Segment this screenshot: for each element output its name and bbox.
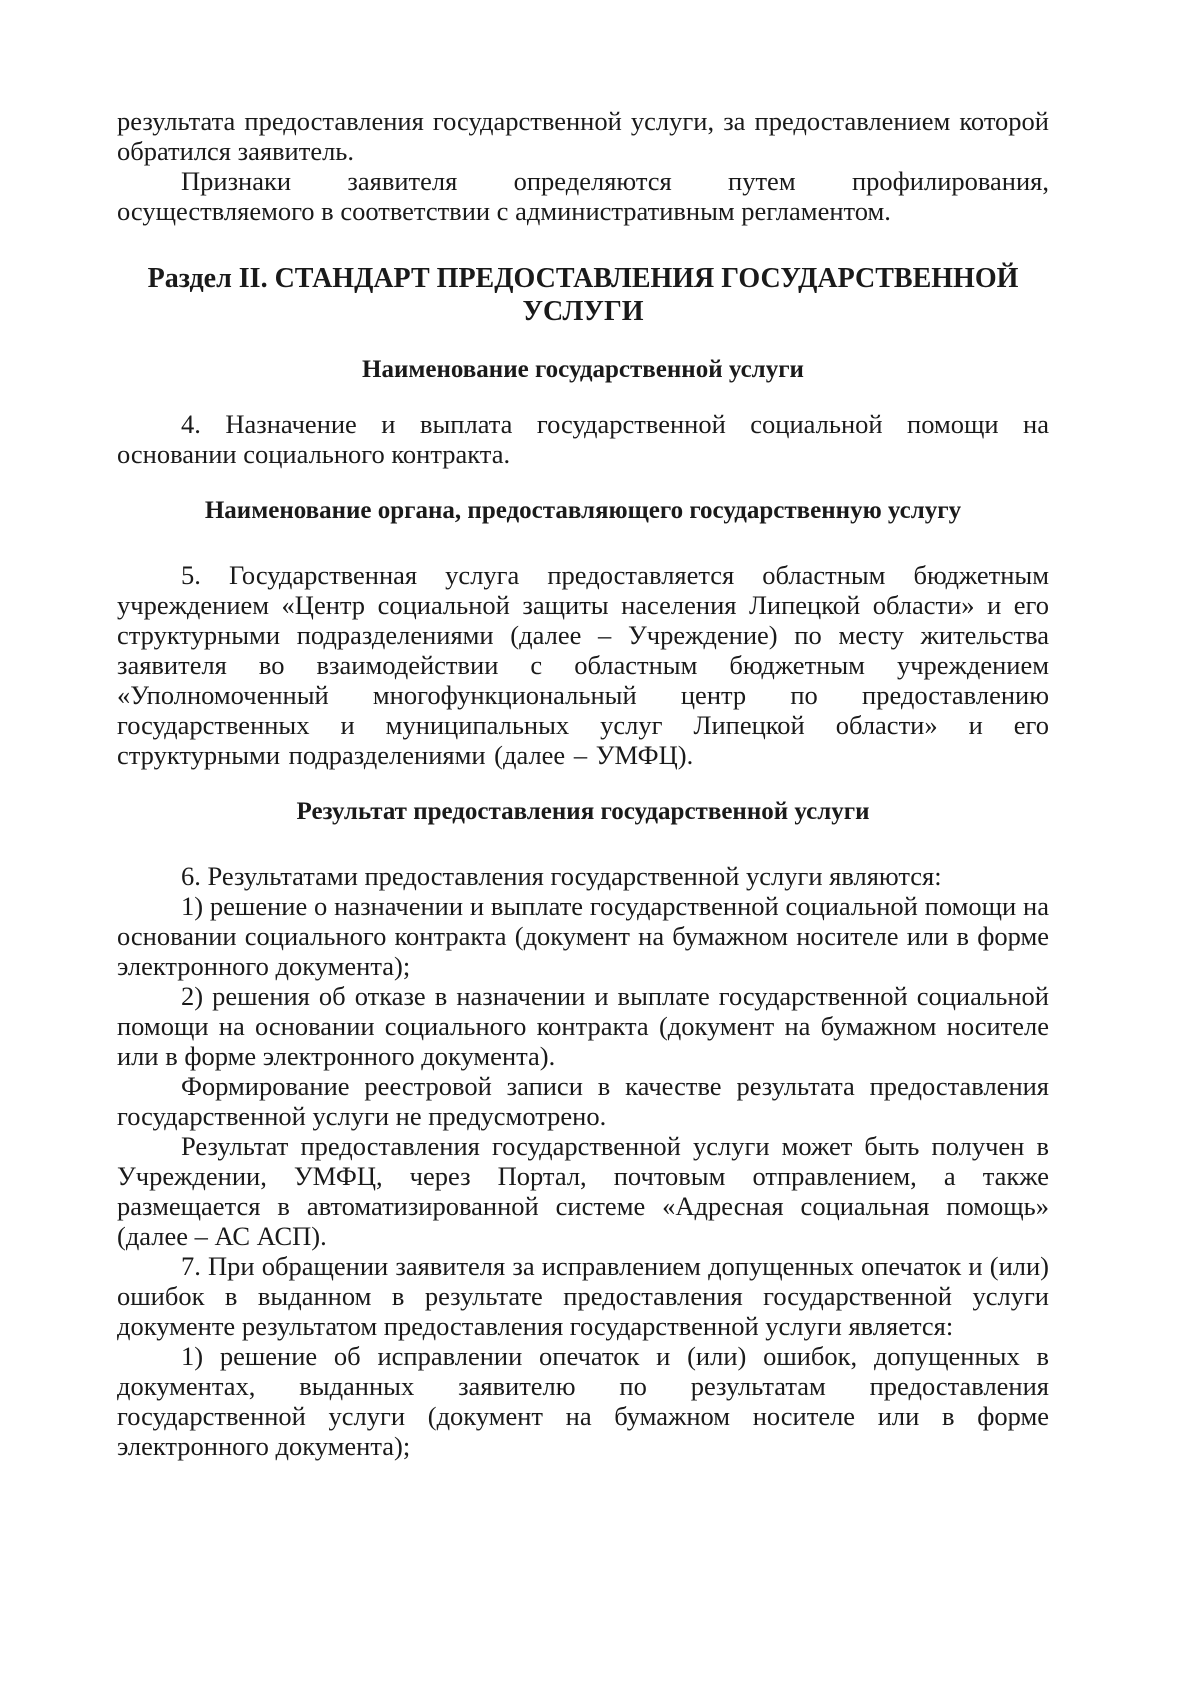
item-4-paragraph: 4. Назначение и выплата государственной социальной помощи на основании социального контракта. [117, 409, 1049, 469]
item-7-paragraph: 7. При обращении заявителя за исправлением допущенных опечаток и (или) ошибок в выданном в результате предоставления государственной услуги документе результатом предоставления государственной услуги является: [117, 1251, 1049, 1341]
section-title: Раздел II. СТАНДАРТ ПРЕДОСТАВЛЕНИЯ ГОСУДАРСТВЕННОЙ УСЛУГИ [147, 263, 1019, 327]
document-body [117, 106, 1049, 1461]
heading-result: Результат предоставления государственной услуги [296, 798, 870, 825]
result-delivery-paragraph: Результат предоставления государственной услуги может быть получен в Учреждении, УМФЦ, через Портал, почтовым отправлением, а также размещается в автоматизированной системе «Адресная социальная помощь» (далее – АС АСП). [117, 1131, 1049, 1251]
heading-service-name: Наименование государственной услуги [362, 356, 804, 383]
item-7-1-paragraph: 1) решение об исправлении опечаток и (или) ошибок, допущенных в документах, выданных заявителю по результатам предоставления государственной услуги (документ на бумажном носителе или в форме электронного документа); [117, 1341, 1049, 1461]
intro-paragraph-continued: результата предоставления государственной услуги, за предоставлением которой обратился заявитель. [117, 106, 1049, 166]
heading-agency: Наименование органа, предоставляющего государственную услугу [204, 497, 962, 524]
registry-record-paragraph: Формирование реестровой записи в качестве результата предоставления государственной услуги не предусмотрено. [117, 1071, 1049, 1131]
item-6-paragraph: 6. Результатами предоставления государственной услуги являются: [181, 861, 942, 891]
item-5-paragraph: 5. Государственная услуга предоставляется областным бюджетным учреждением «Центр социальной защиты населения Липецкой области» и его структурными подразделениями (далее – Учреждение) по месту жительства заявителя во взаимодействии с областным бюджетным учреждением «Уполномоченный многофункциональный центр по предоставлению государственных и муниципальных услуг Липецкой области» и его структурными подразделениями (далее – УМФЦ). [117, 560, 1049, 770]
intro-paragraph-applicant-signs: Признаки заявителя определяются путем профилирования, осуществляемого в соответствии с административным регламентом. [117, 166, 1049, 226]
item-6-1-paragraph: 1) решение о назначении и выплате государственной социальной помощи на основании социального контракта (документ на бумажном носителе или в форме электронного документа); [117, 891, 1049, 981]
item-6-2-paragraph: 2) решения об отказе в назначении и выплате государственной социальной помощи на основании социального контракта (документ на бумажном носителе или в форме электронного документа). [117, 981, 1049, 1071]
